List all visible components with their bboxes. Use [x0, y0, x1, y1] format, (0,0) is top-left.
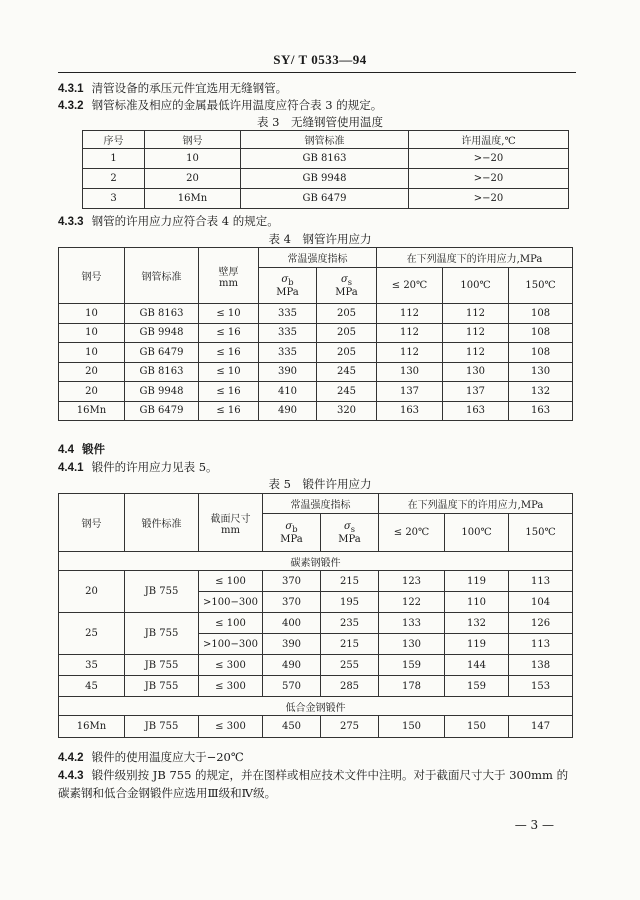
table-cell: GB 8163 [125, 362, 199, 382]
section-number: 4.4 [58, 444, 74, 456]
table-cell: 108 [509, 343, 573, 363]
table4 [58, 247, 573, 421]
table-cell: ≤ 16 [199, 382, 259, 402]
table-cell: 163 [377, 401, 443, 421]
table-cell: 159 [379, 655, 445, 676]
table-cell: 147 [509, 716, 573, 738]
table-cell: 144 [445, 655, 509, 676]
table-cell: 390 [259, 362, 317, 382]
section-unit: mm [221, 524, 240, 536]
table4-header-room-strength: 常温强度指标 [259, 248, 377, 268]
section-label: 截面尺寸 [210, 513, 251, 525]
table-row [59, 343, 573, 363]
table3 [82, 130, 569, 209]
table-cell: 150 [379, 716, 445, 738]
unit-label: MPa [338, 533, 361, 545]
table-cell: 112 [377, 343, 443, 363]
clause-4-4-3 [58, 767, 568, 783]
table-cell: 119 [445, 634, 509, 655]
table4-header-temp: ≤ 20℃ [377, 268, 443, 304]
group-heading-carbon: 碳素钢锻件 [59, 552, 573, 571]
table-cell: 16Mn [59, 401, 125, 421]
clause-number: 4.4.3 [58, 770, 84, 782]
table-cell: 130 [377, 362, 443, 382]
table-cell: >−20 [409, 169, 569, 189]
table3-header: 钢管标准 [241, 131, 409, 149]
table5-header-temp: ≤ 20℃ [379, 514, 445, 552]
table-cell: JB 755 [125, 655, 199, 676]
table-cell: >100−300 [199, 592, 263, 613]
sigma-subscript: s [350, 523, 356, 534]
table-cell: GB 9948 [241, 169, 409, 189]
table-row [83, 189, 569, 209]
clause-4-4-2 [58, 749, 244, 765]
table-cell: ≤ 300 [199, 655, 263, 676]
table-cell: 370 [263, 592, 321, 613]
table5-header-section [199, 494, 263, 552]
table-cell: ≤ 16 [199, 343, 259, 363]
table-cell: 137 [443, 382, 509, 402]
table-cell: GB 9948 [125, 382, 199, 402]
table-cell: 104 [509, 592, 573, 613]
clause-4-3-3 [58, 213, 279, 229]
clause-number: 4.3.2 [58, 100, 84, 112]
table-cell: JB 755 [125, 571, 199, 613]
table4-header-standard: 钢管标准 [125, 248, 199, 304]
table-row [59, 362, 573, 382]
table-cell: 20 [59, 571, 125, 613]
table-cell: >100−300 [199, 634, 263, 655]
table-cell: 390 [263, 634, 321, 655]
table-cell: 410 [259, 382, 317, 402]
clause-text: 钢管标准及相应的金属最低许用温度应符合表 3 的规定。 [91, 98, 383, 112]
table-cell: 126 [509, 613, 573, 634]
table-cell: 215 [321, 634, 379, 655]
clause-text: 锻件的许用应力见表 5。 [91, 460, 218, 474]
table-row [59, 323, 573, 343]
wall-unit: mm [219, 277, 238, 289]
table5-header-sigma-b [263, 514, 321, 552]
table-cell: ≤ 10 [199, 304, 259, 324]
table-cell: 205 [317, 343, 377, 363]
table-cell: 370 [263, 571, 321, 592]
table3-caption: 表 3 无缝钢管使用温度 [257, 115, 383, 129]
table5-header-temp: 100℃ [445, 514, 509, 552]
table4-header-sigma-b [259, 268, 317, 304]
table-cell: 10 [145, 149, 241, 169]
table-cell: 20 [145, 169, 241, 189]
table-cell: 108 [509, 323, 573, 343]
table-cell: 132 [509, 382, 573, 402]
table-cell: GB 6479 [125, 343, 199, 363]
table5 [58, 493, 573, 738]
table-cell: 113 [509, 634, 573, 655]
table5-header-sigma-s [321, 514, 379, 552]
standard-header: SY/ T 0533—94 [273, 52, 367, 67]
table-row [59, 716, 573, 738]
clause-number: 4.4.1 [58, 462, 84, 474]
table-row [59, 401, 573, 421]
clause-text: 清管设备的承压元件宜选用无缝钢管。 [91, 81, 288, 95]
table-row [83, 149, 569, 169]
sigma-symbol: σ [340, 273, 348, 285]
table-cell: 245 [317, 362, 377, 382]
table-cell: 20 [59, 382, 125, 402]
sigma-subscript: b [292, 523, 298, 534]
table-cell: 10 [59, 323, 125, 343]
table-cell: 1 [83, 149, 145, 169]
table3-header: 序号 [83, 131, 145, 149]
table-cell: 245 [317, 382, 377, 402]
unit-label: MPa [335, 286, 358, 298]
section-4-4 [58, 441, 113, 457]
table-cell: >−20 [409, 189, 569, 209]
table-cell: JB 755 [125, 613, 199, 655]
table-cell: 285 [321, 676, 379, 697]
table4-caption: 表 4 钢管许用应力 [268, 232, 372, 246]
table-cell: 255 [321, 655, 379, 676]
table-cell: 490 [259, 401, 317, 421]
clause-text: 锻件的使用温度应大于−20℃ [91, 750, 244, 764]
table-cell: 153 [509, 676, 573, 697]
table-cell: ≤ 16 [199, 323, 259, 343]
sigma-symbol: σ [343, 520, 351, 532]
table-cell: 119 [445, 571, 509, 592]
table-cell: 16Mn [145, 189, 241, 209]
table5-header-room-strength: 常温强度指标 [263, 494, 379, 514]
table-cell: 123 [379, 571, 445, 592]
table-cell: ≤ 100 [199, 571, 263, 592]
sigma-symbol: σ [281, 273, 289, 285]
table4-header-steel: 钢号 [59, 248, 125, 304]
table-cell: 20 [59, 362, 125, 382]
table-cell: 35 [59, 655, 125, 676]
sigma-subscript: b [288, 276, 294, 287]
clause-text: 锻件级别按 JB 755 的规定，并在图样或相应技术文件中注明。对于截面尺寸大于 300mm 的 [91, 768, 569, 782]
table4-header-sigma-s [317, 268, 377, 304]
table-cell: 122 [379, 592, 445, 613]
table-cell: 235 [321, 613, 379, 634]
table-row [83, 169, 569, 189]
table3-header: 许用温度,℃ [409, 131, 569, 149]
table-cell: 335 [259, 323, 317, 343]
table-cell: >−20 [409, 149, 569, 169]
clause-4-3-2 [58, 97, 382, 113]
header-rule [58, 72, 576, 73]
table-row [59, 613, 573, 634]
table5-caption: 表 5 锻件许用应力 [268, 477, 372, 491]
table-cell: 335 [259, 304, 317, 324]
table-cell: 112 [443, 323, 509, 343]
table-cell: 10 [59, 343, 125, 363]
table-cell: 205 [317, 304, 377, 324]
table-cell: 163 [509, 401, 573, 421]
table-cell: ≤ 16 [199, 401, 259, 421]
table-cell: 195 [321, 592, 379, 613]
table-row [59, 655, 573, 676]
table-cell: 137 [377, 382, 443, 402]
page-number: — 3 — [514, 818, 554, 832]
table-cell: 159 [445, 676, 509, 697]
table4-header-temp: 100℃ [443, 268, 509, 304]
section-title: 锻件 [82, 444, 105, 456]
clause-4-3-1 [58, 80, 287, 96]
table-cell: GB 8163 [241, 149, 409, 169]
table-cell: ≤ 100 [199, 613, 263, 634]
table-cell: 112 [443, 304, 509, 324]
table5-header-allowable: 在下列温度下的许用应力,MPa [379, 494, 573, 514]
table-cell: 335 [259, 343, 317, 363]
table-cell: GB 6479 [241, 189, 409, 209]
clause-text: 钢管的许用应力应符合表 4 的规定。 [91, 214, 279, 228]
table-cell: 320 [317, 401, 377, 421]
sigma-symbol: σ [285, 520, 293, 532]
table-cell: 25 [59, 613, 125, 655]
table-cell: 3 [83, 189, 145, 209]
table-cell: 570 [263, 676, 321, 697]
table-cell: GB 6479 [125, 401, 199, 421]
table-cell: 150 [445, 716, 509, 738]
table4-header-temp: 150℃ [509, 268, 573, 304]
table-cell: 2 [83, 169, 145, 189]
table3-header: 钢号 [145, 131, 241, 149]
table-cell: ≤ 10 [199, 362, 259, 382]
clause-4-4-3-continued: 碳素钢和低合金钢锻件应选用Ⅲ级和Ⅳ级。 [58, 786, 277, 800]
table-cell: 45 [59, 676, 125, 697]
table4-header-allowable: 在下列温度下的许用应力,MPa [377, 248, 573, 268]
table-cell: 133 [379, 613, 445, 634]
table-cell: 112 [443, 343, 509, 363]
table-cell: 132 [445, 613, 509, 634]
table-cell: 130 [379, 634, 445, 655]
table5-header-standard: 锻件标准 [125, 494, 199, 552]
table-cell: 138 [509, 655, 573, 676]
table-cell: 16Mn [59, 716, 125, 738]
table-cell: 108 [509, 304, 573, 324]
table-cell: 178 [379, 676, 445, 697]
table-cell: 275 [321, 716, 379, 738]
table-cell: 112 [377, 323, 443, 343]
table-cell: 450 [263, 716, 321, 738]
clause-number: 4.3.1 [58, 83, 84, 95]
table-cell: 400 [263, 613, 321, 634]
wall-label: 壁厚 [218, 266, 239, 278]
unit-label: MPa [280, 533, 303, 545]
table-cell: 130 [443, 362, 509, 382]
table-cell: ≤ 300 [199, 716, 263, 738]
table-cell: 163 [443, 401, 509, 421]
unit-label: MPa [276, 286, 299, 298]
group-heading-alloy: 低合金钢锻件 [59, 697, 573, 716]
clause-number: 4.3.3 [58, 216, 84, 228]
table-row [59, 571, 573, 592]
clause-number: 4.4.2 [58, 752, 84, 764]
table-cell: 490 [263, 655, 321, 676]
table-cell: 10 [59, 304, 125, 324]
table-cell: 130 [509, 362, 573, 382]
table-row [59, 382, 573, 402]
table-cell: JB 755 [125, 716, 199, 738]
table4-header-wall [199, 248, 259, 304]
table-cell: 215 [321, 571, 379, 592]
table-cell: 110 [445, 592, 509, 613]
table5-header-temp: 150℃ [509, 514, 573, 552]
table-cell: 205 [317, 323, 377, 343]
table-cell: 113 [509, 571, 573, 592]
sigma-subscript: s [347, 276, 353, 287]
table-cell: 112 [377, 304, 443, 324]
table-cell: ≤ 300 [199, 676, 263, 697]
table-cell: GB 8163 [125, 304, 199, 324]
table-row [59, 304, 573, 324]
clause-4-4-1 [58, 459, 218, 475]
table-cell: GB 9948 [125, 323, 199, 343]
table-cell: JB 755 [125, 676, 199, 697]
table5-header-steel: 钢号 [59, 494, 125, 552]
table-row [59, 676, 573, 697]
